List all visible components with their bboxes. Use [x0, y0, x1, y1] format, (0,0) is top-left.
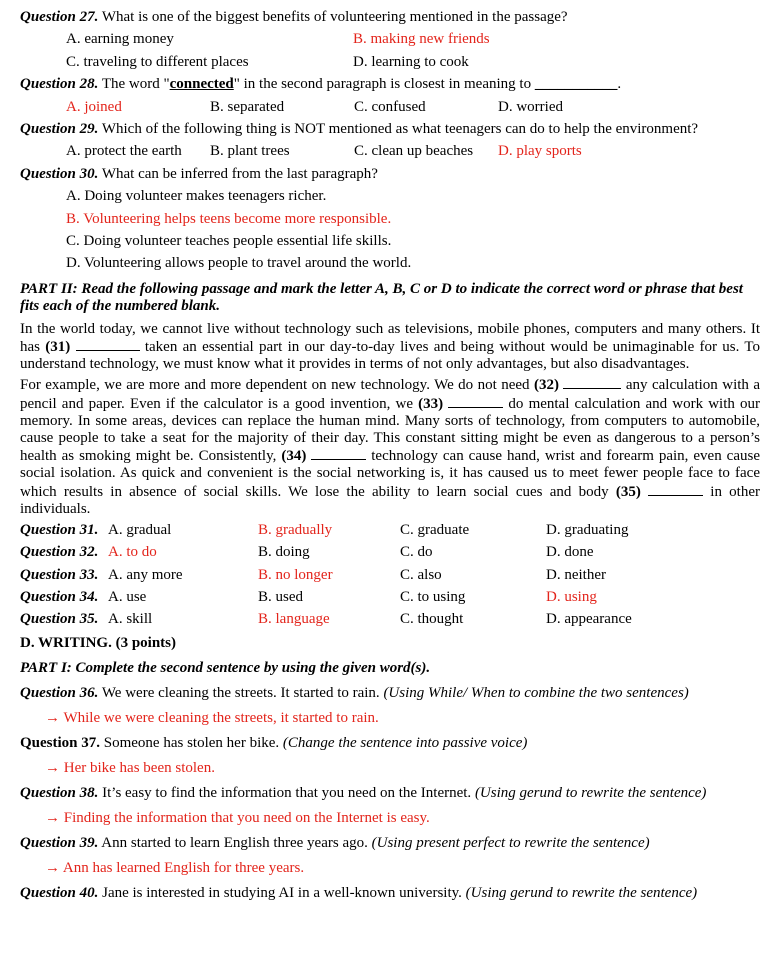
option-c: C. do	[400, 544, 433, 561]
question-28-options	[20, 96, 760, 118]
option-a: A. any more	[108, 566, 183, 583]
blank-number: (34)	[281, 448, 307, 465]
option-b-answer: B. no longer	[258, 566, 333, 583]
question-38	[20, 781, 760, 806]
question-hint: (Using While/ When to combine the two sentences)	[383, 684, 689, 701]
question-29	[20, 118, 760, 140]
option-a: A. Doing volunteer makes teenagers richer.	[66, 188, 327, 205]
question-label: Question 40.	[20, 884, 99, 901]
question-27-options-row-1	[20, 28, 760, 50]
question-text: What is one of the biggest benefits of volunteering mentioned in the passage?	[98, 9, 568, 25]
option-b: B. separated	[210, 98, 285, 115]
option-d: D. Volunteering allows people to travel around the world.	[66, 255, 412, 272]
option-c: C. clean up beaches	[354, 143, 474, 160]
question-label: Question 39.	[20, 834, 99, 851]
question-37	[20, 731, 760, 756]
option-b-answer: B. making new friends	[353, 31, 490, 48]
question-label: Question 27.	[20, 9, 99, 25]
option-a: A. skill	[108, 611, 153, 628]
question-label: Question 33.	[20, 566, 99, 583]
question-label: Question 34.	[20, 589, 99, 606]
option-c: C. to using	[400, 589, 466, 606]
question-30-option-d	[20, 252, 760, 274]
question-32	[20, 541, 760, 563]
option-c: C. confused	[354, 98, 426, 115]
option-a-answer: A. joined	[66, 98, 122, 115]
blank-line	[648, 483, 703, 496]
option-c: C. Doing volunteer teaches people essential life skills.	[66, 232, 392, 249]
blank-line	[311, 447, 366, 460]
passage-paragraph-1: In the world today, we cannot live without technology such as televisions, mobile phones, computers and many others. It has (31) taken an essential part in our day-to-day lives and being without would be unimaginable for us. To understand technology, we must know what it provides in terms of not only advantages, but also disadvantages.	[20, 320, 761, 373]
question-text: Someone has stolen her bike.	[100, 734, 283, 751]
blank-line	[76, 338, 140, 351]
question-38-answer: → Finding the information that you need on the Internet is easy.	[45, 809, 430, 826]
option-a: A. use	[108, 589, 147, 606]
question-30-option-a	[20, 185, 760, 207]
question-text: Jane is interested in studying AI in a well-known university.	[98, 884, 466, 901]
option-b-answer: B. gradually	[258, 521, 333, 538]
option-d-answer: D. play sports	[498, 143, 582, 160]
blank-number: (35)	[615, 483, 641, 500]
question-hint: (Using present perfect to rewrite the sentence)	[371, 834, 650, 851]
question-35	[20, 608, 760, 630]
question-hint: (Using gerund to rewrite the sentence)	[465, 884, 698, 901]
blank-line	[563, 376, 621, 389]
question-hint: (Using gerund to rewrite the sentence)	[474, 784, 707, 801]
underlined-word: connected	[169, 76, 234, 93]
question-label: Question 36.	[20, 684, 99, 701]
question-text: Which of the following thing is NOT mentioned as what teenagers can do to help the environment?	[98, 120, 699, 137]
question-text-end: .	[617, 76, 622, 93]
question-28	[20, 73, 760, 95]
question-label: Question 37.	[20, 734, 101, 751]
question-31	[20, 519, 760, 541]
question-hint: (Change the sentence into passive voice)	[282, 734, 528, 751]
option-a-answer: A. to do	[108, 544, 157, 561]
blank-number: (31)	[45, 338, 71, 355]
worksheet-page	[20, 6, 760, 906]
question-29-options	[20, 140, 760, 162]
question-text: Ann started to learn English three years ago.	[98, 834, 372, 851]
writing-section-title: D. WRITING. (3 points)	[20, 634, 176, 651]
question-37-answer: → Her bike has been stolen.	[45, 759, 215, 776]
option-d: D. appearance	[546, 611, 632, 628]
question-30	[20, 163, 760, 185]
option-c: C. also	[400, 566, 442, 583]
question-34	[20, 586, 760, 608]
blank-number: (33)	[418, 395, 444, 412]
option-d: D. learning to cook	[353, 53, 469, 70]
option-a: A. earning money	[66, 31, 174, 48]
question-text: We were cleaning the streets. It started to rain.	[98, 684, 384, 701]
question-text-post: " in the second paragraph is closest in meaning to	[233, 76, 535, 93]
option-d: D. worried	[498, 98, 563, 115]
question-label: Question 29.	[20, 120, 99, 137]
question-33	[20, 564, 760, 586]
question-label: Question 38.	[20, 784, 99, 801]
question-label: Question 31.	[20, 521, 99, 538]
option-d: D. done	[546, 544, 594, 561]
question-label: Question 28.	[20, 76, 99, 93]
question-30-option-b	[20, 208, 760, 230]
question-27-options-row-2	[20, 51, 760, 73]
question-text: What can be inferred from the last paragraph?	[98, 165, 378, 182]
question-label: Question 35.	[20, 611, 99, 628]
answer-blank: ___________	[534, 76, 618, 93]
passage-paragraph-2: For example, we are more and more dependent on new technology. We do not need (32) any calculation with a pencil and paper. Even if the calculator is a good invention, we (33) do mental calculation and work with our memory. In some areas, devices can replace the human mind. Many sorts of technology, from computers to automobile, cause people to take a seat for the majority of their day. This constant sitting might be even as dangerous to a person’s health as smoking might be. Consistently, (34) technology can cause hand, wrist and forearm pain, even cause social isolation. As quick and convenient is the social networking is, it has caused us to meet fewer people face to face which results in absence of social skills. We lose the ability to learn social cues and body (35) in other individuals.	[20, 377, 761, 517]
question-text-pre: The word "	[98, 76, 170, 93]
blank-number: (32)	[534, 377, 559, 394]
option-a: A. protect the earth	[66, 143, 182, 160]
option-c: C. graduate	[400, 521, 470, 538]
part-2-heading: PART II: Read the following passage and mark the letter A, B, C or D to indicate the correct word or phrase that best fits each of the numbered blank.	[20, 280, 743, 314]
question-text: It’s easy to find the information that you need on the Internet.	[98, 784, 475, 801]
option-d: D. neither	[546, 566, 606, 583]
question-40	[20, 881, 760, 906]
blank-line	[448, 395, 503, 408]
option-b-answer: B. language	[258, 611, 330, 628]
option-b: B. plant trees	[210, 143, 290, 160]
question-label: Question 30.	[20, 165, 99, 182]
option-a: A. gradual	[108, 521, 172, 538]
writing-part-1-heading: PART I: Complete the second sentence by using the given word(s).	[20, 659, 431, 676]
question-27	[20, 6, 760, 28]
option-c: C. traveling to different places	[66, 53, 249, 70]
question-36-answer: → While we were cleaning the streets, it started to rain.	[45, 709, 379, 726]
question-39-answer: → Ann has learned English for three years.	[45, 859, 305, 876]
question-label: Question 32.	[20, 544, 99, 561]
question-39	[20, 831, 760, 856]
question-36	[20, 681, 760, 706]
option-b: B. doing	[258, 544, 310, 561]
option-b: B. used	[258, 589, 303, 606]
option-b-answer: B. Volunteering helps teens become more responsible.	[66, 210, 392, 227]
option-c: C. thought	[400, 611, 464, 628]
question-30-option-c	[20, 230, 760, 252]
option-d-answer: D. using	[546, 589, 597, 606]
option-d: D. graduating	[546, 521, 629, 538]
